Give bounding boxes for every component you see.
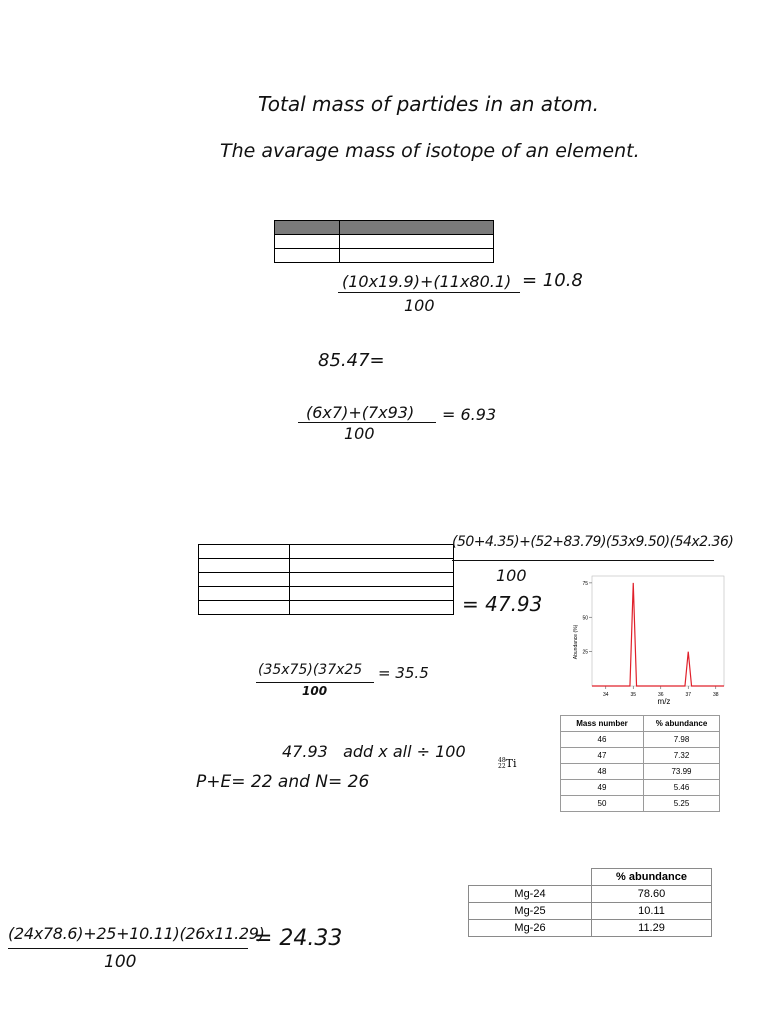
spectrum-ticks: [582, 581, 718, 698]
spectrum-x-axis-label: m/z: [657, 697, 671, 706]
mg-table-cell: 10.11: [592, 903, 712, 920]
abundance-table-cell: 47: [561, 748, 644, 764]
mg-table-cell: Mg-24: [469, 886, 592, 903]
calc1-denominator: 100: [404, 296, 435, 315]
calc3-result: = 6.93: [442, 405, 497, 424]
abundance-table-cell: 5.46: [644, 780, 720, 796]
calc1-fraction-line: [338, 292, 520, 293]
mg-table-cell: 78.60: [592, 886, 712, 903]
abundance-table-cell: 46: [561, 732, 644, 748]
calc4-denominator: 100: [496, 566, 527, 585]
calc4-result: = 47.93: [462, 592, 543, 616]
nuclide-symbol: [498, 757, 517, 770]
abundance-table-row: [561, 764, 720, 780]
calc4-numerator: (50+4.35)+(52+83.79)(53x9.50)(54x2.36): [452, 534, 734, 550]
calc5-fraction-line: [256, 682, 374, 683]
calc5-numerator: (35x75)(37x25: [258, 662, 363, 678]
calc5-result: = 35.5: [378, 664, 429, 682]
mg-table-cell: Mg-26: [469, 920, 592, 937]
abundance-table-row: [561, 732, 720, 748]
calc5-denominator: 100: [302, 684, 328, 698]
calc6: 47.93 add x all ÷ 100: [282, 742, 466, 761]
mg-table-row: [469, 903, 712, 920]
nuclide-element: Ti: [505, 757, 517, 770]
mg-abundance-table: [468, 868, 712, 937]
calc1-numerator: (10x19.9)+(11x80.1): [342, 272, 512, 291]
mg-header-percent: % abundance: [592, 869, 712, 886]
abundance-table-row: [561, 748, 720, 764]
spectrum-x-tick-label: 38: [712, 692, 719, 698]
calc1-result: = 10.8: [522, 270, 583, 291]
calc4-fraction-line: [452, 560, 714, 561]
calc7: P+E= 22 and N= 26: [196, 772, 370, 792]
note-line-2: The avarage mass of isotope of an element.: [220, 140, 640, 162]
spectrum-series-line: [592, 583, 724, 686]
abundance-table-cell: 48: [561, 764, 644, 780]
mg-table-cell: Mg-25: [469, 903, 592, 920]
spectrum-axes: [592, 576, 724, 686]
calc8-fraction-line: [8, 948, 248, 949]
abundance-table-cell: 50: [561, 796, 644, 812]
calc3-numerator: (6x7)+(7x93): [306, 403, 415, 422]
spectrum-x-tick-label: 35: [630, 692, 637, 698]
spectrum-y-tick-label: 75: [582, 580, 588, 587]
abundance-table-cell: 73.99: [644, 764, 720, 780]
spectrum-x-tick-label: 34: [602, 692, 609, 698]
spectrum-x-tick-label: 36: [657, 692, 664, 698]
mass-spectrum-chart: [562, 570, 730, 710]
spectrum-y-tick-label: 50: [582, 615, 588, 622]
abundance-table-cell: 7.32: [644, 748, 720, 764]
abundance-header-mass: Mass number: [561, 716, 644, 732]
empty-table-1: [274, 220, 494, 263]
nuclide-atomic-number: 22: [498, 763, 506, 770]
abundance-header-percent: % abundance: [644, 716, 720, 732]
calc3-denominator: 100: [344, 424, 375, 443]
spectrum-y-tick-label: 25: [582, 649, 588, 656]
abundance-table-cell: 7.98: [644, 732, 720, 748]
abundance-table-row: [561, 780, 720, 796]
empty-table-2: [198, 544, 454, 615]
mg-table-row: [469, 920, 712, 937]
spectrum-x-tick-label: 37: [685, 692, 692, 698]
mg-table-cell: 11.29: [592, 920, 712, 937]
calc3-fraction-line: [298, 422, 436, 423]
calc2: 85.47=: [318, 350, 385, 371]
nuclide-mass-number: 48: [498, 757, 506, 764]
abundance-table-row: [561, 796, 720, 812]
note-line-1: Total mass of partides in an atom.: [258, 92, 599, 116]
spectrum-y-axis-label: Abundance (%): [573, 624, 579, 660]
calc8-denominator: 100: [104, 952, 137, 972]
calc8-result: = 24.33: [254, 926, 343, 951]
abundance-table-cell: 5.25: [644, 796, 720, 812]
abundance-table: [560, 715, 720, 812]
calc8-numerator: (24x78.6)+25+10.11)(26x11.29): [8, 924, 265, 943]
abundance-table-cell: 49: [561, 780, 644, 796]
mg-table-row: [469, 886, 712, 903]
spectrum-plot-frame: [592, 576, 724, 686]
mg-header-blank: [469, 869, 592, 886]
